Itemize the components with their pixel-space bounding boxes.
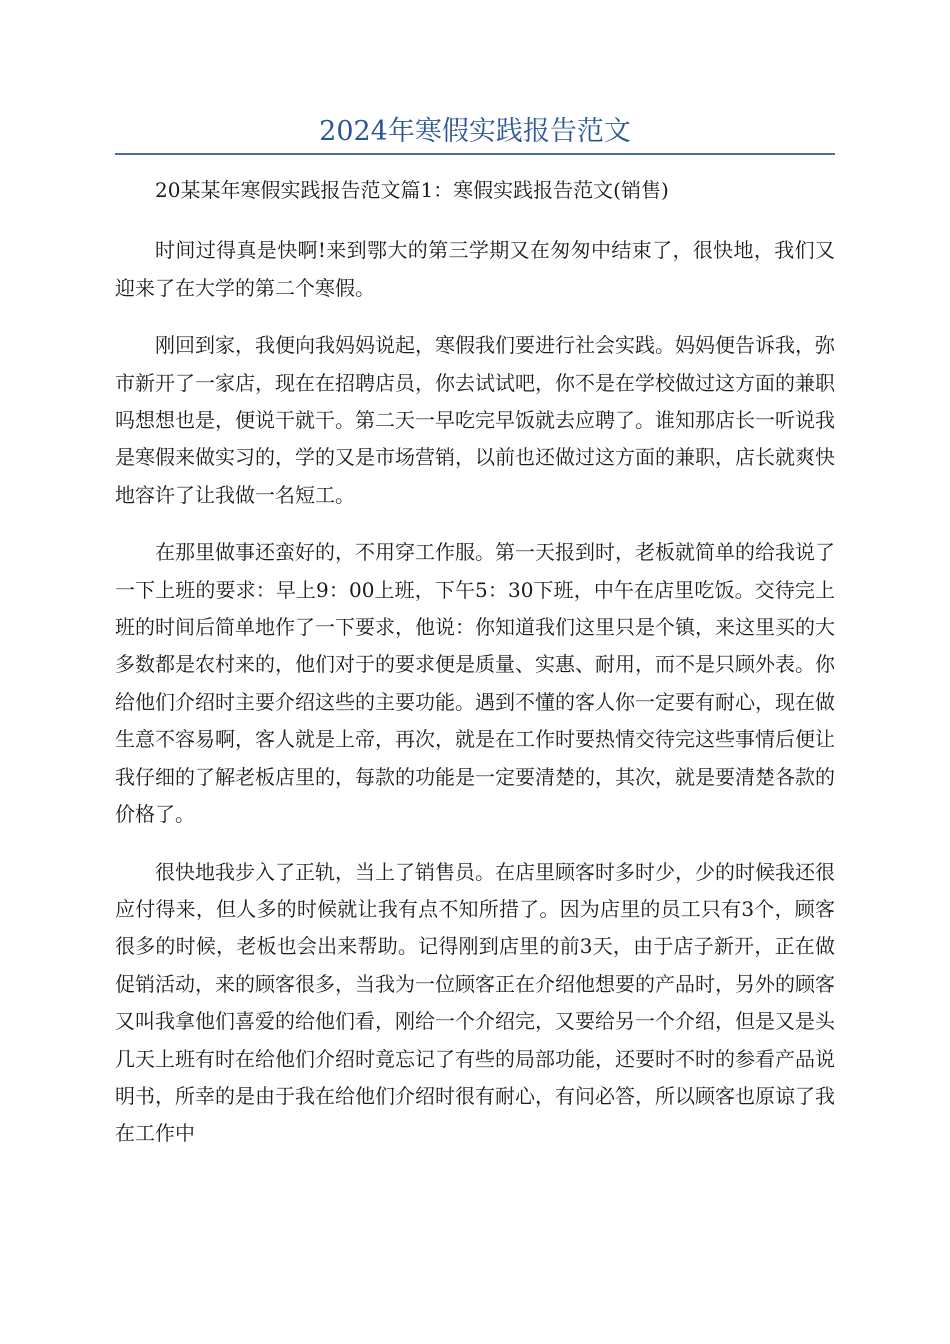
document-title: 2024年寒假实践报告范文 [319,116,631,147]
document-body [115,172,835,1153]
paragraph-4: 很快地我步入了正轨，当上了销售员。在店里顾客时多时少，少的时候我还很应付得来，但人多的时候就让我有点不知所措了。因为店里的员工只有3个，顾客很多的时候，老板也会出来帮助。记得刚到店里的前3天，由于店子新开，正在做促销活动，来的顾客很多，当我为一位顾客正在介绍他想要的产品时，另外的顾客又叫我拿他们喜爱的给他们看，刚给一个介绍完，又要给另一个介绍，但是又是头几天上班有时在给他们介绍时竟忘记了有些的局部功能，还要时不时的参看产品说明书，所幸的是由于我在给他们介绍时很有耐心，有问必答，所以顾客也原谅了我在工作中 [115,859,835,1146]
title-underline [115,153,835,155]
paragraph-1: 时间过得真是快啊!来到鄂大的第三学期又在匆匆中结束了，很快地，我们又迎来了在大学的第二个寒假。 [115,238,835,300]
paragraph-3: 在那里做事还蛮好的，不用穿工作服。第一天报到时，老板就简单的给我说了一下上班的要求：早上9：00上班，下午5：30下班，中午在店里吃饭。交待完上班的时间后简单地作了一下要求，他说：你知道我们这里只是个镇，来这里买的大多数都是农村来的，他们对于的要求便是质量、实惠、耐用，而不是只顾外表。你给他们介绍时主要介绍这些的主要功能。遇到不懂的客人你一定要有耐心，现在做生意不容易啊，客人就是上帝，再次，就是在工作时要热情交待完这些事情后便让我仔细的了解老板店里的，每款的功能是一定要清楚的，其次，就是要清楚各款的价格了。 [115,540,835,827]
section-subheading: 20某某年寒假实践报告范文篇1：寒假实践报告范文(销售) [155,178,669,202]
paragraph-2: 刚回到家，我便向我妈妈说起，寒假我们要进行社会实践。妈妈便告诉我，弥市新开了一家店，现在在招聘店员，你去试试吧，你不是在学校做过这方面的兼职吗想想也是，便说干就干。第二天一早吃完早饭就去应聘了。谁知那店长一听说我是寒假来做实习的，学的又是市场营销，以前也还做过这方面的兼职，店长就爽快地容许了让我做一名短工。 [115,333,835,507]
